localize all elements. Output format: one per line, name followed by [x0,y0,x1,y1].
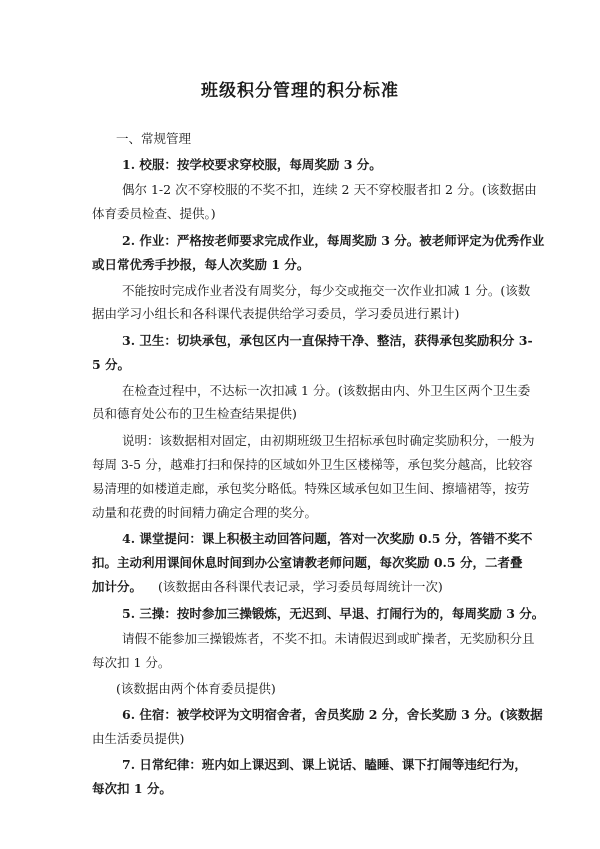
item3-rule-line2: 5 分。 [92,357,131,372]
item5-note-line1: 请假不能参加三操锻炼者，不奖不扣。未请假迟到或旷操者，无奖励积分且 [122,631,535,646]
item1-note-line2: 体育委员检查、提供。) [92,206,216,221]
item3-desc-line4: 动量和花费的时间精力确定合理的奖分。 [92,505,318,520]
item4-rule-line1: 4. 课堂提问：课上积极主动回答问题，答对一次奖励 0.5 分，答错不奖不 [122,531,533,546]
item1-rule: 1. 校服：按学校要求穿校服，每周奖励 3 分。 [122,157,382,172]
item3-note-line1: 在检查过程中，不达标一次扣减 1 分。(该数据由内、外卫生区两个卫生委 [122,383,531,398]
item2-rule-line1: 2. 作业：严格按老师要求完成作业，每周奖励 3 分。被老师评定为优秀作业 [122,233,545,248]
item6-rule: 6. 住宿：被学校评为文明宿舍者，舍员奖励 2 分，舍长奖励 3 分。(该数据 [122,707,543,722]
page-title: 班级积分管理的积分标准 [201,81,399,101]
item3-rule-line1: 3. 卫生：切块承包，承包区内一直保持干净、整洁，获得承包奖励积分 3- [122,333,533,348]
item3-note-line2: 员和德育处公布的卫生检查结果提供) [92,406,297,421]
item3-desc-line2: 每周 3-5 分，越难打扫和保持的区域如外卫生区楼梯等，承包奖分越高，比较容 [92,457,533,472]
item5-note-line3: (该数据由两个体育委员提供) [116,681,276,696]
section-heading: 一、常规管理 [116,131,192,146]
item3-desc-line1: 说明：该数据相对固定，由初期班级卫生招标承包时确定奖励积分，一般为 [122,433,535,448]
item5-note-line2: 每次扣 1 分。 [92,655,171,670]
item2-note-line2: 据由学习小组长和各科课代表提供给学习委员，学习委员进行累计) [92,306,460,321]
item2-note-line1: 不能按时完成作业者没有周奖分，每少交或拖交一次作业扣减 1 分。(该数 [122,283,531,298]
item7-rule-line2: 每次扣 1 分。 [92,781,172,796]
item4-note: (该数据由各科课代表记录，学习委员每周统计一次) [158,579,443,594]
item5-rule: 5. 三操：按时参加三操锻炼，无迟到、早退、打闹行为的，每周奖励 3 分。 [122,606,545,621]
item4-rule-line3: 加计分。 [92,579,143,594]
item4-rule-line2: 扣。主动利用课间休息时间到办公室请教老师问题，每次奖励 0.5 分，二者叠 [92,555,523,570]
item1-note-line1: 偶尔 1-2 次不穿校服的不奖不扣，连续 2 天不穿校服者扣 2 分。(该数据由 [122,182,537,197]
item6-rule-line2: 由生活委员提供) [92,731,185,746]
item2-rule-line2: 或日常优秀手抄报，每人次奖励 1 分。 [92,257,310,272]
item7-rule-line1: 7. 日常纪律：班内如上课迟到、课上说话、瞌睡、课下打闹等违纪行为， [122,757,527,772]
item3-desc-line3: 易清理的如楼道走廊，承包奖分略低。特殊区域承包如卫生间、擦墙裙等，按劳 [92,481,530,496]
